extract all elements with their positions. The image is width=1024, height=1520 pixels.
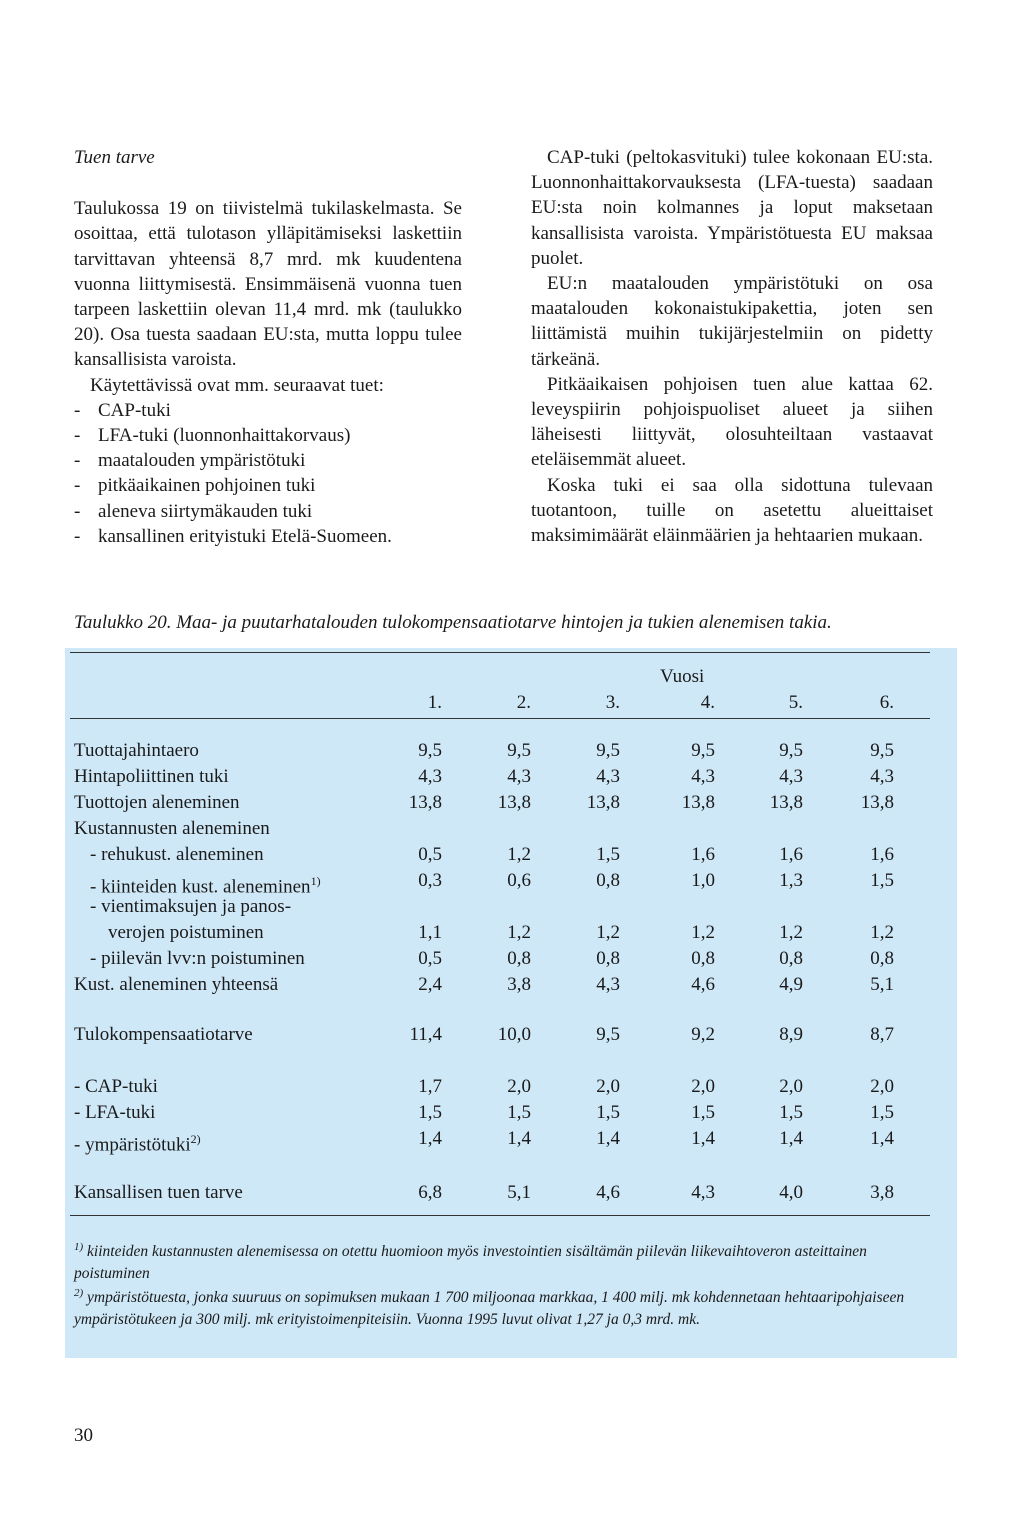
table-cell: 4,3 [596,974,620,995]
table-row [74,868,930,898]
row-label-text: Hintapoliittinen tuki [74,766,229,787]
table-cell: 2,0 [507,1076,531,1097]
table-cell: 0,8 [870,948,894,969]
table-cell: 4,3 [691,1182,715,1203]
table-cell: 9,5 [779,740,803,761]
table-cell: 2,0 [870,1076,894,1097]
row-label-text: Kustannusten aleneminen [74,818,270,839]
row-label [90,894,291,920]
row-label-text: verojen poistuminen [108,922,264,943]
year-header: 6. [879,692,894,713]
table-cell: 0,8 [507,948,531,969]
table-header-rule [70,718,930,719]
table-cell: 9,2 [691,1024,715,1045]
table-cell: 1,4 [418,1128,442,1149]
table-cell: 1,6 [691,844,715,865]
table-cell: 10,0 [497,1024,531,1045]
table-cell: 9,5 [596,740,620,761]
table-cell: 4,3 [418,766,442,787]
table-cell: 13,8 [769,792,803,813]
table-top-rule [70,652,930,653]
table-cell: 2,0 [779,1076,803,1097]
table-row [74,1074,930,1100]
table-cell: 1,4 [691,1128,715,1149]
table-cell: 4,3 [596,766,620,787]
table-cell: 0,5 [418,948,442,969]
row-label [74,790,240,816]
row-label [74,1126,201,1158]
table-cell: 1,7 [418,1076,442,1097]
row-label [90,946,305,972]
table-cell: 4,3 [870,766,894,787]
table-cell: 13,8 [497,792,531,813]
table-cell: 0,8 [691,948,715,969]
table-cell: 11,4 [409,1024,442,1045]
table-cell: 13,8 [586,792,620,813]
table-cell: 0,5 [418,844,442,865]
footnote-ref: 1) [310,874,321,888]
table-cell: 3,8 [507,974,531,995]
table-row [74,972,930,998]
table-cell: 13,8 [860,792,894,813]
row-label-text: - rehukust. aleneminen [90,844,264,865]
table-cell: 1,5 [870,870,894,891]
table-cell: 13,8 [681,792,715,813]
table-bottom-rule [70,1215,930,1216]
row-label-text: - ympäristötuki [74,1134,191,1156]
table-cell: 13,8 [408,792,442,813]
table-row [74,920,930,946]
list-item: - LFA-tuki (luonnonhaittakorvaus) [74,423,462,448]
page-number: 30 [74,1425,93,1446]
table-cell: 1,5 [418,1102,442,1123]
table-cell: 4,3 [507,766,531,787]
table-cell: 1,2 [779,922,803,943]
footnote-mark: 1) [74,1241,84,1253]
row-label-text: - kiinteiden kust. aleneminen [90,876,311,898]
table-cell: 6,8 [418,1182,442,1203]
table-row [74,946,930,972]
table-cell: 1,5 [779,1102,803,1123]
table-row [74,1022,930,1048]
table-cell: 1,5 [596,1102,620,1123]
row-label-text: Kust. aleneminen yhteensä [74,974,279,995]
table-cell: 0,8 [596,870,620,891]
table-row [74,894,930,920]
row-label-text: Tuottojen aleneminen [74,792,240,813]
table-cell: 3,8 [870,1182,894,1203]
row-label-text: - vientimaksujen ja panos- [90,896,292,917]
year-header: 4. [700,692,715,713]
row-label [74,1022,253,1048]
table-cell: 4,6 [691,974,715,995]
table-row [74,816,930,842]
row-label [74,1180,243,1206]
table-cell: 4,0 [779,1182,803,1203]
year-header: 3. [605,692,620,713]
year-group-header: Vuosi [660,666,705,687]
footnote-text: kiinteiden kustannusten alenemisessa on otettu huomioon myös investointien sisältämän piilevän liikevaihtoveron asteittainen poistuminen [74,1243,867,1283]
table-cell: 4,6 [596,1182,620,1203]
table-row [74,1126,930,1156]
row-label-text: - LFA-tuki [74,1102,156,1123]
left-column [74,145,462,549]
table-cell: 1,4 [507,1128,531,1149]
right-paragraph-3: Pitkäaikaisen pohjoisen tuen alue kattaa 62. leveyspiirin pohjoispuoliset alueet ja siihen läheisesti liittyvät, olosuhteiltaan vastaavat eteläisemmät alueet. [531,373,933,471]
row-label [74,1100,155,1126]
footnote-2 [74,1282,934,1331]
row-label [74,972,278,998]
list-item: - maatalouden ympäristötuki [74,448,462,473]
table-cell: 1,2 [507,844,531,865]
table-cell: 2,0 [596,1076,620,1097]
table-row [74,1100,930,1126]
table-cell: 1,4 [779,1128,803,1149]
table-cell: 9,5 [507,740,531,761]
table-cell: 1,1 [418,922,442,943]
table-cell: 9,5 [418,740,442,761]
row-label [74,764,229,790]
year-header: 2. [516,692,531,713]
table-cell: 2,4 [418,974,442,995]
table-cell: 1,4 [870,1128,894,1149]
row-label [90,842,264,868]
support-list [74,398,462,549]
footnote-ref: 2) [190,1132,201,1146]
list-item: - kansallinen erityistuki Etelä-Suomeen. [74,524,462,549]
table-cell: 8,7 [870,1024,894,1045]
list-item: - pitkäaikainen pohjoinen tuki [74,473,462,498]
row-label-text: Tulokompensaatiotarve [74,1024,253,1045]
row-label-text: Kansallisen tuen tarve [74,1182,243,1203]
right-paragraph-4: Koska tuki ei saa olla sidottuna tulevaan tuotantoon, tuille on asetettu alueittaiset maksimimäärät eläinmäärien ja hehtaarien mukaan. [531,474,933,547]
row-label [108,920,264,946]
row-label [74,816,270,842]
table-row [74,764,930,790]
footnote-text: ympäristötuesta, jonka suuruus on sopimuksen mukaan 1 700 miljoonaa markkaa, 1 400 milj. mk kohdennetaan hehtaaripohjaiseen ympäristötukeen ja 300 milj. mk erityistoimenpiteisiin. Vuonna 1995 luvut olivat 1,27 ja 0,3 mrd. mk. [74,1289,905,1329]
table-row [74,790,930,816]
table-cell: 0,3 [418,870,442,891]
right-column [531,145,933,548]
table-row [74,1180,930,1206]
list-item: - aleneva siirtymäkauden tuki [74,499,462,524]
footnote-1 [74,1236,934,1285]
row-label [74,1074,158,1100]
list-item: - CAP-tuki [74,398,462,423]
table-cell: 9,5 [596,1024,620,1045]
table-cell: 1,2 [870,922,894,943]
table-cell: 4,3 [691,766,715,787]
year-header: 1. [427,692,442,713]
table-cell: 0,8 [596,948,620,969]
left-paragraph-2: Käytettävissä ovat mm. seuraavat tuet: [90,374,384,396]
table-caption: Taulukko 20. Maa- ja puutarhatalouden tulokompensaatiotarve hintojen ja tukien alenemisen takia. [74,612,832,633]
table-cell: 1,4 [596,1128,620,1149]
table-cell: 1,0 [691,870,715,891]
table-cell: 1,5 [507,1102,531,1123]
table-cell: 4,3 [779,766,803,787]
row-label-text: - piilevän lvv:n poistuminen [90,948,305,969]
table-cell: 2,0 [691,1076,715,1097]
left-paragraph-1: Taulukossa 19 on tiivistelmä tukilaskelmasta. Se osoittaa, että tulotason ylläpitämiseksi laskettiin tarvittavan yhteensä 8,7 mrd. mk kuudentena vuonna liittymisestä. Ensimmäisenä vuonna tuen tarpeen laskettiin olevan 11,4 mrd. mk (taulukko 20). Osa tuesta saadaan EU:sta, mutta loppu tulee kansallisista varoista. [74,198,462,371]
row-label [74,738,199,764]
table-cell: 1,6 [870,844,894,865]
right-paragraph-2: EU:n maatalouden ympäristötuki on osa maatalouden kokonaistukipakettia, joten sen liittämistä muihin tukijärjestelmiin on pidetty tärkeänä. [531,273,933,370]
row-label-text: - CAP-tuki [74,1076,158,1097]
table-cell: 1,3 [779,870,803,891]
table-cell: 1,5 [596,844,620,865]
table-cell: 0,6 [507,870,531,891]
table-row [74,842,930,868]
table-row [74,738,930,764]
table-cell: 9,5 [691,740,715,761]
section-heading: Tuen tarve [74,147,155,168]
table-cell: 1,2 [507,922,531,943]
table-cell: 4,9 [779,974,803,995]
right-paragraph-1: CAP-tuki (peltokasvituki) tulee kokonaan EU:sta. Luonnonhaittakorvauksesta (LFA-tuesta) saadaan EU:sta noin kolmannes ja loput maksetaan kansallisista varoista. Ympäristötuesta EU maksaa puolet. [531,147,933,269]
table-cell: 5,1 [870,974,894,995]
footnote-mark: 2) [74,1287,84,1299]
table-cell: 1,6 [779,844,803,865]
year-header: 5. [788,692,803,713]
table-cell: 1,2 [596,922,620,943]
table-cell: 8,9 [779,1024,803,1045]
table-cell: 1,5 [691,1102,715,1123]
table-cell: 1,2 [691,922,715,943]
table-cell: 0,8 [779,948,803,969]
table-cell: 5,1 [507,1182,531,1203]
row-label-text: Tuottajahintaero [74,740,199,761]
table-cell: 9,5 [870,740,894,761]
table-cell: 1,5 [870,1102,894,1123]
